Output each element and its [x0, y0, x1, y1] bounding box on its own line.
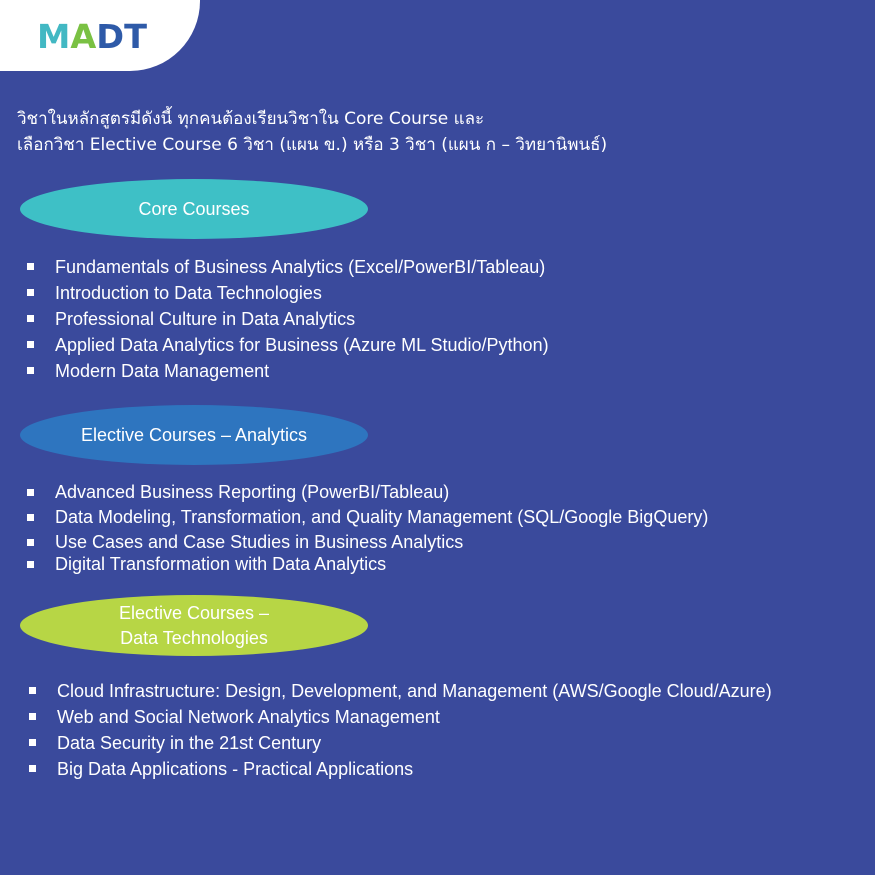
elective-technologies-title-line-2: Data Technologies — [120, 627, 268, 648]
list-item: Web and Social Network Analytics Management — [29, 704, 772, 730]
list-item: Data Modeling, Transformation, and Quality Management (SQL/Google BigQuery) — [27, 505, 708, 530]
elective-technologies-heading — [20, 595, 368, 656]
core-courses-list — [27, 254, 549, 384]
core-courses-heading — [20, 179, 368, 239]
core-courses-title: Core Courses — [138, 198, 250, 219]
bullet-icon — [29, 765, 36, 772]
bullet-icon — [27, 263, 34, 270]
logo-tab — [0, 0, 200, 71]
bullet-icon — [29, 687, 36, 694]
bullet-icon — [29, 713, 36, 720]
list-item: Introduction to Data Technologies — [27, 280, 549, 306]
bullet-icon — [27, 489, 34, 496]
list-item: Fundamentals of Business Analytics (Excel/PowerBI/Tableau) — [27, 254, 549, 280]
elective-technologies-title-line-1: Elective Courses – — [118, 602, 270, 623]
list-item: Data Security in the 21st Century — [29, 730, 772, 756]
list-item: Applied Data Analytics for Business (Azure ML Studio/Python) — [27, 332, 549, 358]
svg-text:MADT: MADT — [37, 18, 147, 52]
list-item: Modern Data Management — [27, 358, 549, 384]
bullet-icon — [27, 561, 34, 568]
madt-logo — [37, 18, 149, 52]
list-item: Use Cases and Case Studies in Business Analytics — [27, 530, 708, 555]
list-item: Cloud Infrastructure: Design, Development, and Management (AWS/Google Cloud/Azure) — [29, 678, 772, 704]
elective-analytics-list — [27, 480, 708, 574]
bullet-icon — [27, 289, 34, 296]
list-item: Professional Culture in Data Analytics — [27, 306, 549, 332]
bullet-icon — [27, 367, 34, 374]
bullet-icon — [27, 341, 34, 348]
bullet-icon — [27, 514, 34, 521]
list-item: Advanced Business Reporting (PowerBI/Tableau) — [27, 480, 708, 505]
bullet-icon — [27, 539, 34, 546]
bullet-icon — [29, 739, 36, 746]
list-item: Digital Transformation with Data Analytics — [27, 555, 708, 574]
list-item: Big Data Applications - Practical Applications — [29, 756, 772, 782]
bullet-icon — [27, 315, 34, 322]
intro-line-1: วิชาในหลักสูตรมีดังนี้ ทุกคนต้องเรียนวิชาใน Core Course และ — [17, 109, 485, 129]
elective-analytics-heading — [20, 405, 368, 465]
intro-text — [17, 106, 857, 158]
elective-technologies-list — [29, 678, 772, 782]
elective-analytics-title: Elective Courses – Analytics — [80, 424, 308, 445]
intro-line-2: เลือกวิชา Elective Course 6 วิชา (แผน ข.) หรือ 3 วิชา (แผน ก – วิทยานิพนธ์) — [17, 135, 608, 155]
